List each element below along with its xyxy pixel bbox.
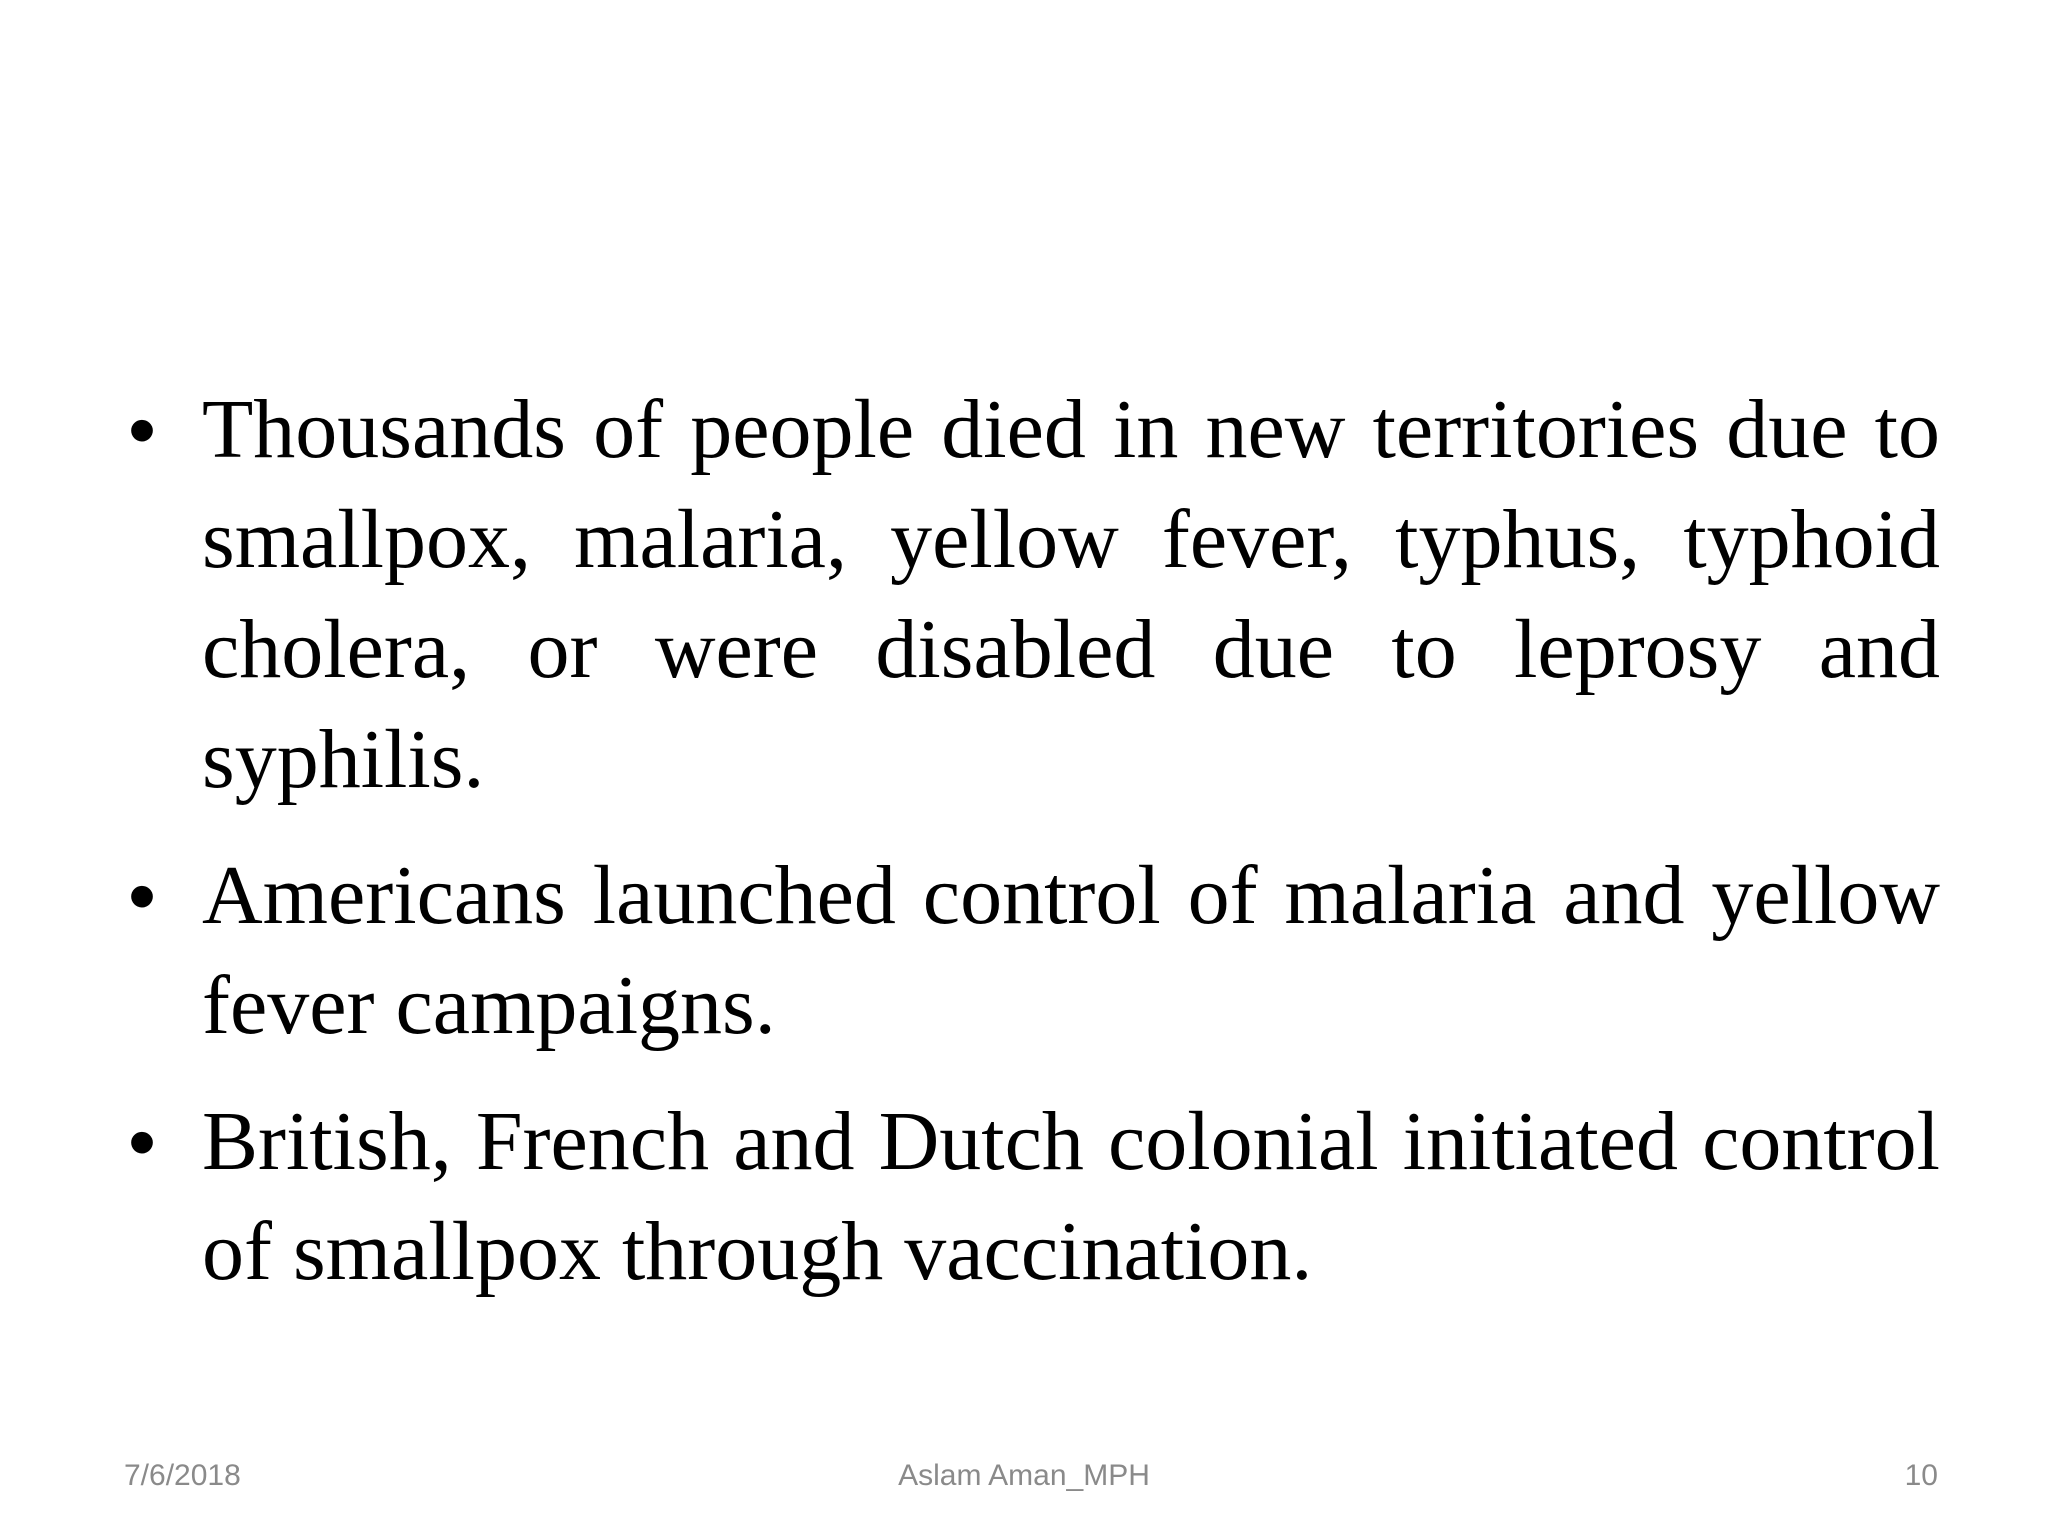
bullet-icon: • xyxy=(128,851,157,940)
footer-page-number: 10 xyxy=(1904,1459,1938,1492)
bullet-icon: • xyxy=(128,1097,157,1186)
footer-date: 7/6/2018 xyxy=(124,1459,241,1492)
footer-author: Aslam Aman_MPH xyxy=(898,1459,1150,1492)
bullet-icon: • xyxy=(128,385,157,474)
bullet-item xyxy=(118,841,1940,1061)
bullet-list xyxy=(118,375,1940,1307)
slide-body xyxy=(118,375,1940,1333)
bullet-item xyxy=(118,375,1940,815)
bullet-text: Thousands of people died in new territories due to smallpox, malaria, yellow fever, typhus, typhoid cholera, or were disabled due to leprosy and syphilis. xyxy=(202,383,1940,806)
bullet-item xyxy=(118,1087,1940,1307)
bullet-text: British, French and Dutch colonial initiated control of smallpox through vaccination. xyxy=(202,1095,1940,1298)
bullet-text: Americans launched control of malaria and yellow fever campaigns. xyxy=(202,849,1940,1052)
